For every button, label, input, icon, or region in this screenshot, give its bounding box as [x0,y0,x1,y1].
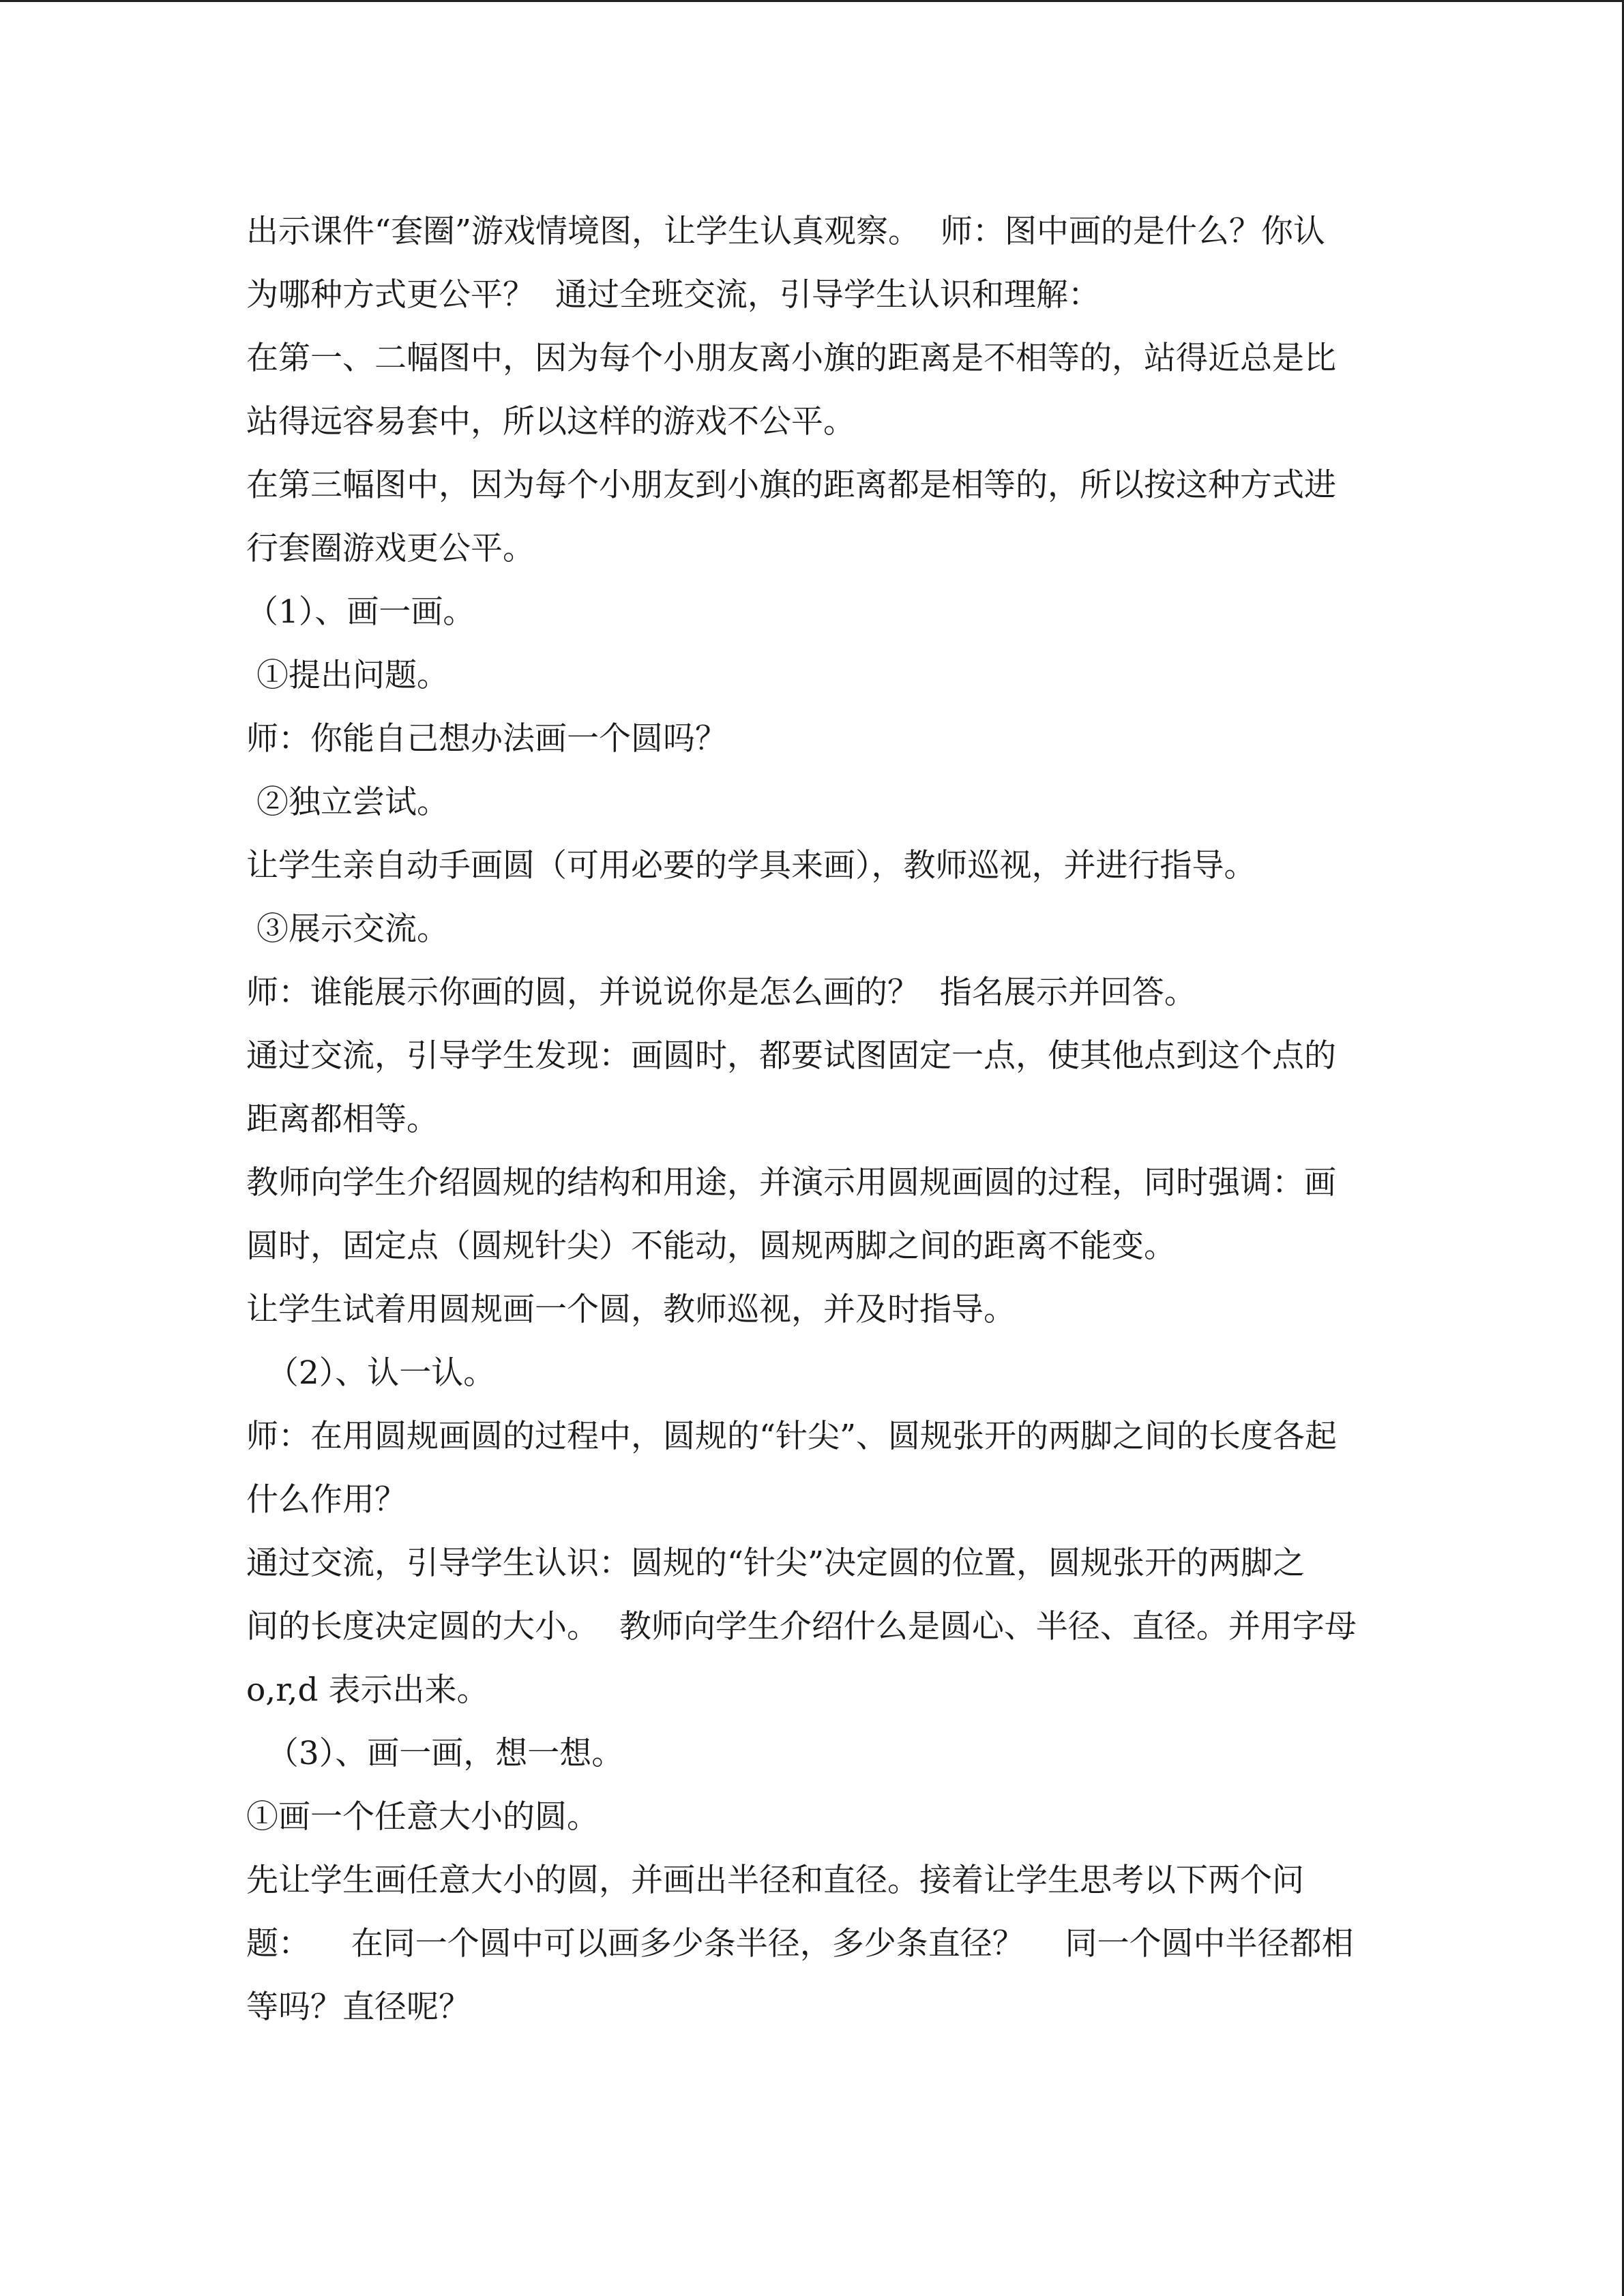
text-line: 什么作用？ [246,1481,407,1519]
section-heading: （3）、画一画，想一想。 [246,1735,624,1772]
text-line: 让学生亲自动手画圆（可用必要的学具来画），教师巡视，并进行指导。 [246,847,1256,884]
text-line: 等吗？直径呢？ [246,1988,471,2026]
text-line: 通过交流，引导学生认识：圆规的“针尖”决定圆的位置，圆规张开的两脚之 [246,1545,1305,1582]
text-line: 距离都相等。 [246,1101,439,1138]
text-line: 先让学生画任意大小的圆，并画出半径和直径。接着让学生思考以下两个问 [246,1862,1304,1899]
step-heading: ①画一个任意大小的圆。 [246,1798,599,1836]
text-line: 师：谁能展示你画的圆，并说说你是怎么画的？ 指名展示并回答。 [246,974,1196,1011]
text-line: 出示课件“套圈”游戏情境图，让学生认真观察。 师：图中画的是什么？你认 [246,213,1325,250]
text-line: 行套圈游戏更公平。 [246,530,535,567]
step-heading: ②独立尝试。 [246,784,449,821]
text-line: 间的长度决定圆的大小。 教师向学生介绍什么是圆心、半径、直径。并用字母 [246,1608,1357,1645]
text-line: 师：在用圆规画圆的过程中，圆规的“针尖”、圆规张开的两脚之间的长度各起 [246,1418,1338,1455]
text-line: 师：你能自己想办法画一个圆吗？ [246,720,727,758]
text-line: 题： 在同一个圆中可以画多少条半径，多少条直径？ 同一个圆中半径都相 [246,1925,1354,1963]
text-line: 教师向学生介绍圆规的结构和用途，并演示用圆规画圆的过程，同时强调：画 [246,1164,1336,1202]
text-line: 在第一、二幅图中，因为每个小朋友离小旗的距离是不相等的，站得近总是比 [246,340,1336,377]
document-body [246,200,1392,2039]
text-line: 通过交流，引导学生发现：画圆时，都要试图固定一点，使其他点到这个点的 [246,1037,1336,1075]
text-line: 让学生试着用圆规画一个圆，教师巡视，并及时指导。 [246,1291,1016,1328]
step-heading: ①提出问题。 [246,657,449,694]
text-line: 圆时，固定点（圆规针尖）不能动，圆规两脚之间的距离不能变。 [246,1227,1176,1265]
section-heading: （1）、画一画。 [246,593,475,631]
text-line: 为哪种方式更公平？ 通过全班交流，引导学生认识和理解： [246,276,1100,314]
text-line: 在第三幅图中，因为每个小朋友到小旗的距离都是相等的，所以按这种方式进 [246,466,1336,504]
section-heading: （2）、认一认。 [246,1354,496,1392]
text-line: 站得远容易套中，所以这样的游戏不公平。 [246,403,855,441]
text-line: o,r,d 表示出来。 [246,1671,489,1709]
step-heading: ③展示交流。 [246,910,449,948]
